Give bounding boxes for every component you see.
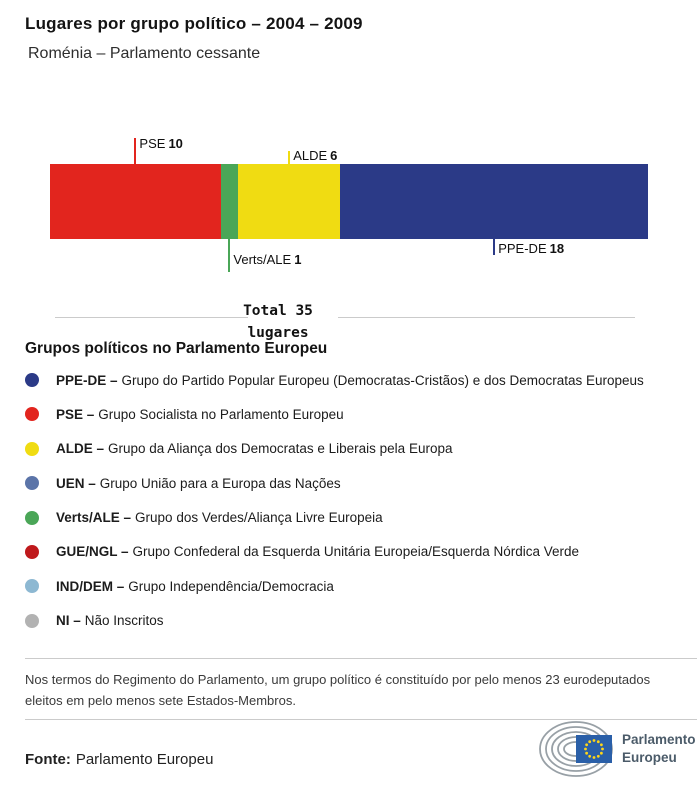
logo-wordmark-line1: Parlamento <box>622 732 696 747</box>
source-line <box>25 751 213 768</box>
legend-item-text: PPE-DE – Grupo do Partido Popular Europeu (Democratas-Cristãos) e dos Democratas Europeus <box>56 372 644 388</box>
legend-color-dot <box>25 545 39 559</box>
callout-tick <box>288 151 290 164</box>
legend-color-dot <box>25 442 39 456</box>
bar-callout-layer <box>50 136 648 267</box>
callout-tick <box>228 239 230 272</box>
page-subtitle: Roménia – Parlamento cessante <box>28 45 261 62</box>
legend-color-dot <box>25 373 39 387</box>
total-divider-right <box>338 317 635 318</box>
total-seats <box>213 300 343 345</box>
legend-item-ind-dem <box>25 576 685 596</box>
total-seats-value: Total 35 <box>243 303 313 319</box>
legend-item-gue-ngl <box>25 542 685 562</box>
legend-item-text: GUE/NGL – Grupo Confederal da Esquerda Unitária Europeia/Esquerda Nórdica Verde <box>56 544 580 560</box>
bar-segment-label: Verts/ALE 1 <box>233 252 302 267</box>
callout-tick <box>134 138 136 164</box>
source-label: Fonte: <box>25 751 71 768</box>
bar-segment-label: ALDE 6 <box>293 148 338 163</box>
legend-item-ppe-de <box>25 370 685 390</box>
footnote: Nos termos do Regimento do Parlamento, um grupo político é constituído por pelo menos 23 eurodeputados eleitos em pelo menos sete Estados-Membros. <box>25 672 651 708</box>
legend-item-pse <box>25 404 685 424</box>
legend-item-ni <box>25 611 685 631</box>
legend-heading: Grupos políticos no Parlamento Europeu <box>25 340 328 357</box>
legend-color-dot <box>25 579 39 593</box>
legend-item-text: IND/DEM – Grupo Independência/Democracia <box>56 578 334 594</box>
legend-item-verts-ale <box>25 508 685 528</box>
legend-color-dot <box>25 476 39 490</box>
legend-item-text: PSE – Grupo Socialista no Parlamento Europeu <box>56 406 344 422</box>
legend-item-uen <box>25 473 685 493</box>
legend-item-text: ALDE – Grupo da Aliança dos Democratas e Liberais pela Europa <box>56 441 453 457</box>
divider-top <box>25 658 697 659</box>
total-seats-unit: lugares <box>247 325 309 342</box>
callout-tick <box>493 239 495 255</box>
legend-item-text: Verts/ALE – Grupo dos Verdes/Aliança Livre Europeia <box>56 510 383 526</box>
source-value: Parlamento Europeu <box>75 751 214 768</box>
legend-item-text: UEN – Grupo União para a Europa das Nações <box>56 475 341 491</box>
bar-segment-label: PSE 10 <box>139 136 183 151</box>
page-title: Lugares por grupo político – 2004 – 2009 <box>25 14 363 33</box>
logo-wordmark <box>622 731 696 767</box>
legend-item-alde <box>25 439 685 459</box>
logo-wordmark-line2: Europeu <box>622 750 677 766</box>
bar-segment-label: PPE-DE 18 <box>498 241 565 256</box>
european-parliament-logo-icon <box>520 720 630 778</box>
legend-color-dot <box>25 614 39 628</box>
legend <box>25 370 685 645</box>
legend-color-dot <box>25 511 39 525</box>
legend-color-dot <box>25 407 39 421</box>
legend-item-text: NI – Não Inscritos <box>56 613 164 629</box>
